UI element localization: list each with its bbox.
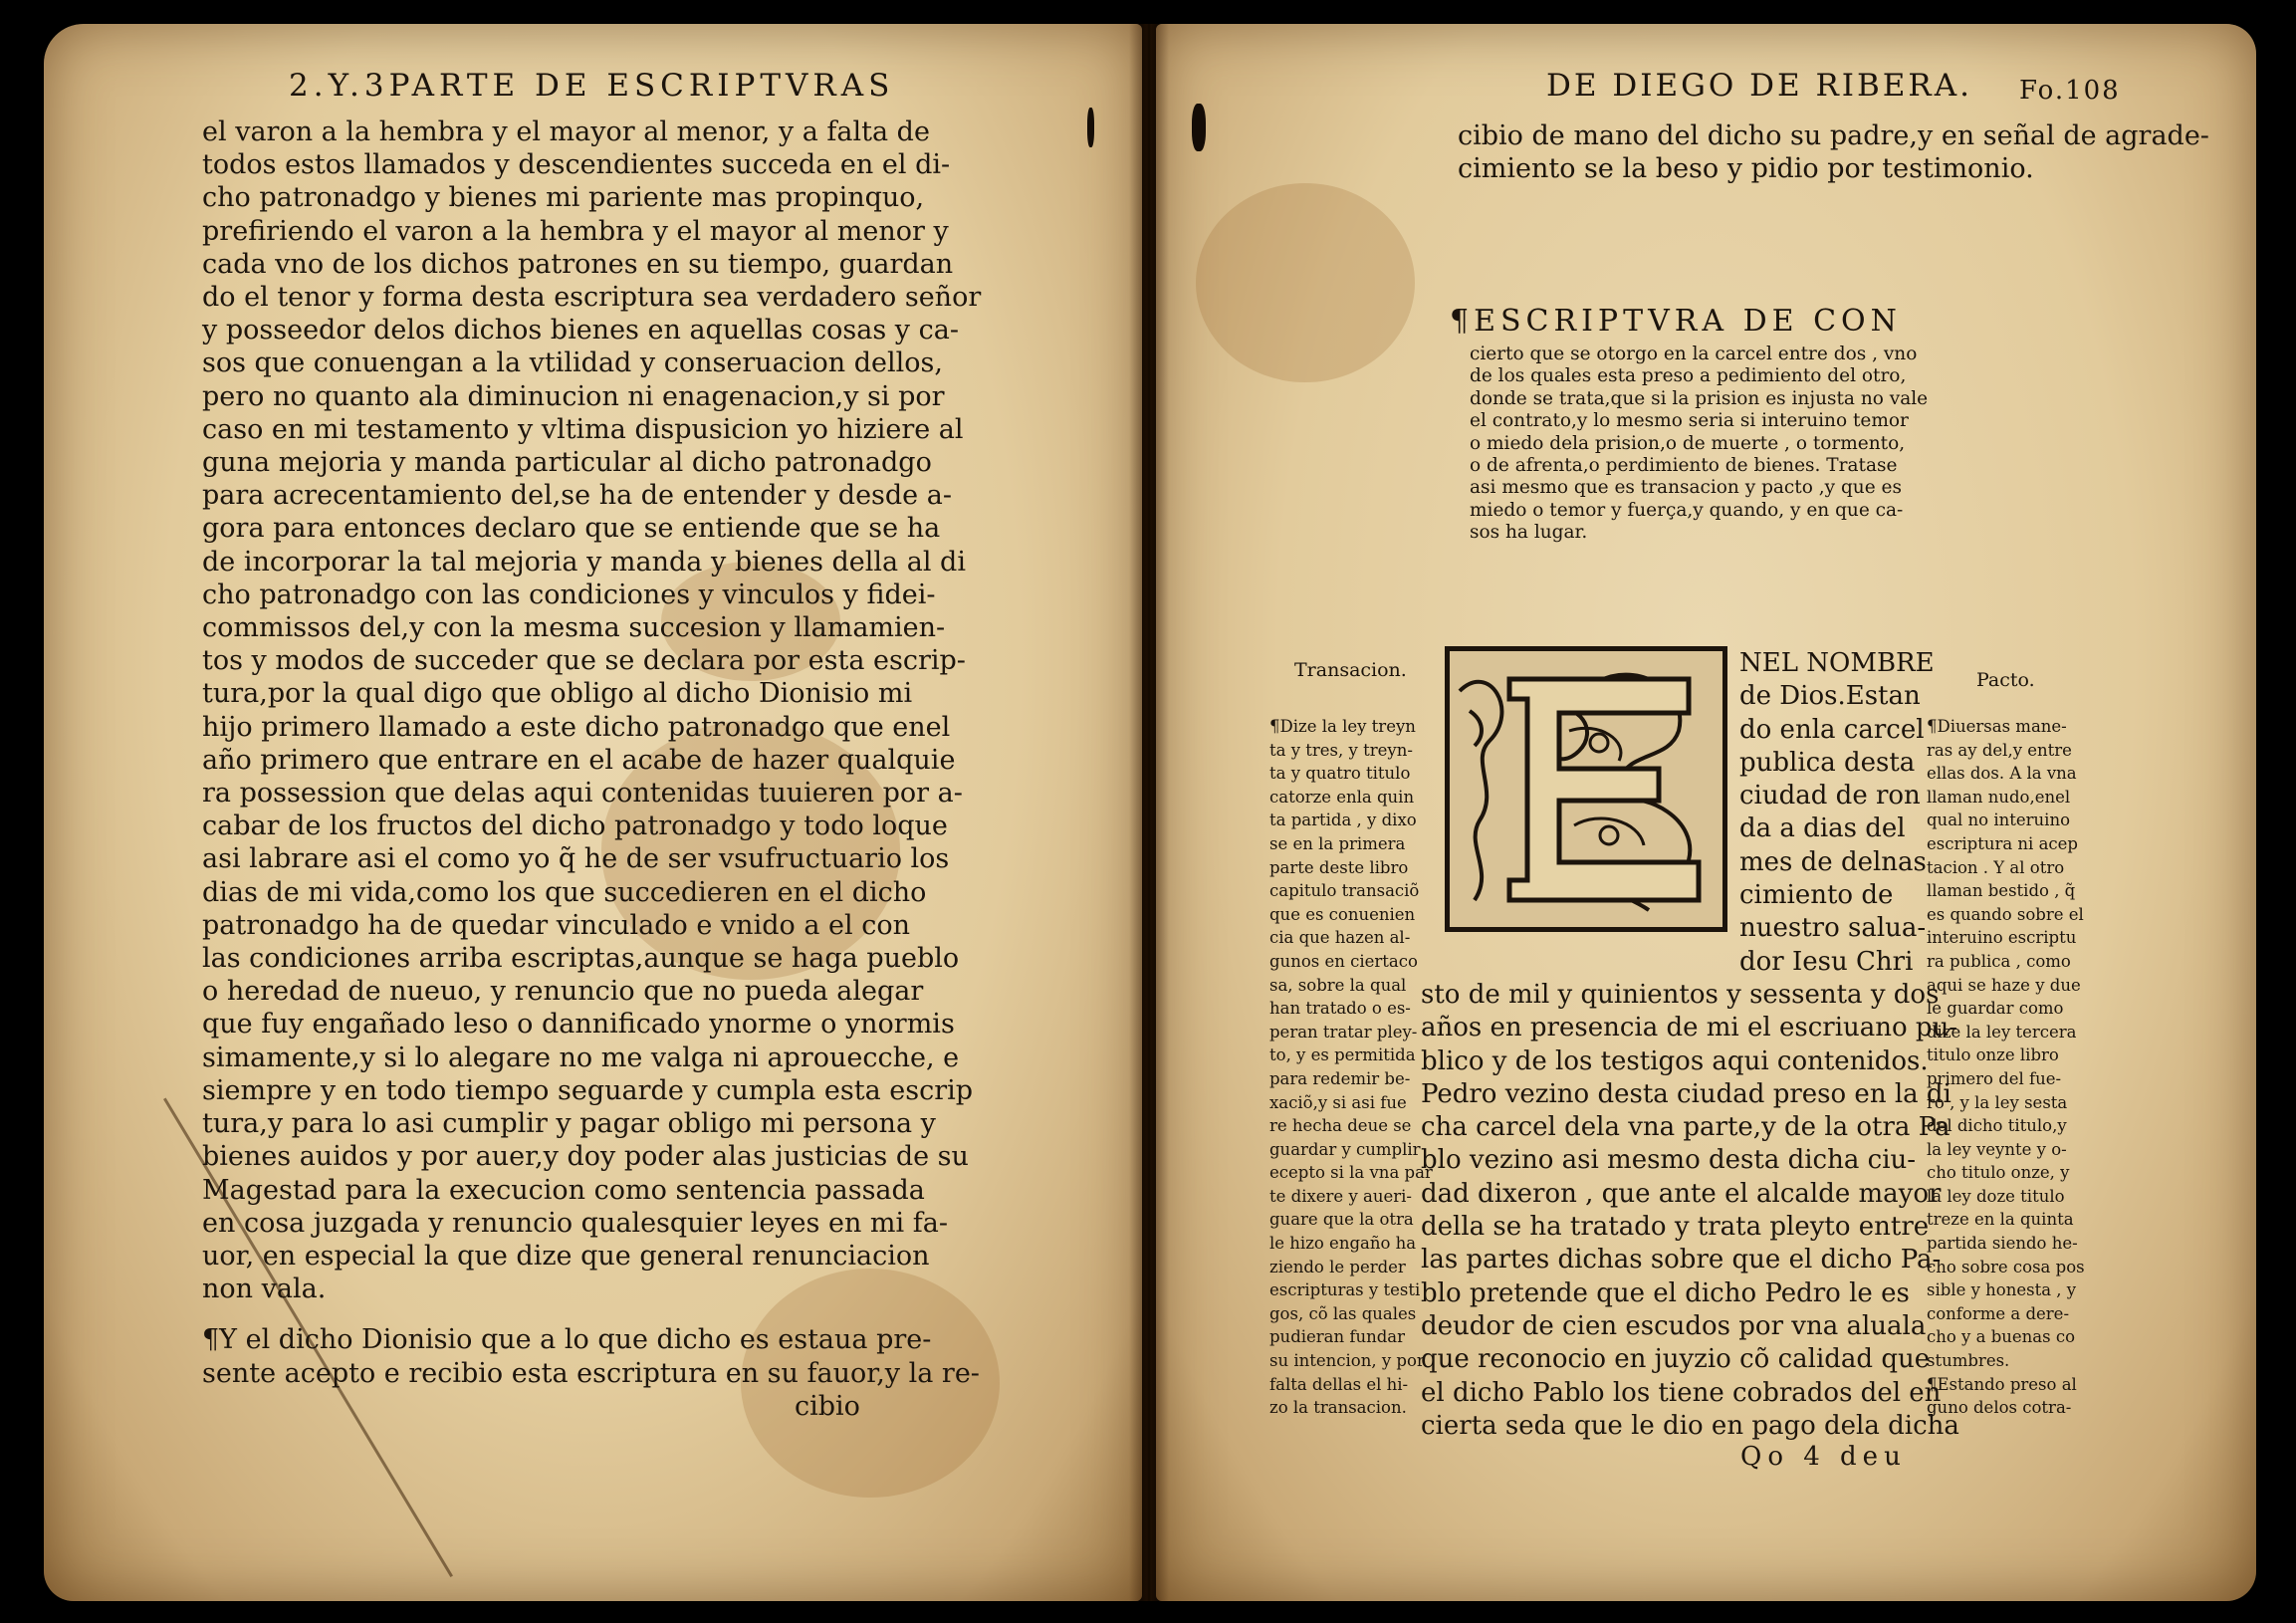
ink-blot — [1192, 104, 1206, 151]
text-line: da a dias del — [1739, 813, 1906, 844]
margin-line: ras ay del,y entre — [1927, 740, 2072, 760]
margin-line: capitulo transaciõ — [1269, 881, 1420, 901]
text-line: ¶Y el dicho Dionisio que a lo que dicho es estaua pre- — [202, 1324, 932, 1356]
summary-line: miedo o temor y fuerça,y quando, y en que ca- — [1470, 499, 1904, 521]
summary-line: sos ha lugar. — [1470, 522, 1588, 544]
margin-line: titulo onze libro — [1927, 1045, 2059, 1065]
margin-line: primero del fue- — [1927, 1068, 2062, 1088]
text-line: blo vezino asi mesmo desta dicha ciu- — [1421, 1145, 1917, 1176]
text-line: el varon a la hembra y el mayor al menor, y a falta de — [202, 116, 930, 147]
margin-line: ziendo le perder — [1269, 1257, 1406, 1276]
text-line: publica desta — [1739, 747, 1916, 778]
text-line: años en presencia de mi el escriuano pu- — [1421, 1013, 1958, 1043]
ink-blot — [1087, 108, 1094, 147]
text-line: cabar de los fructos del dicho patronadgo y todo loque — [202, 811, 948, 842]
margin-line: treze en la quinta — [1927, 1210, 2074, 1230]
text-line: las condiciones arriba escriptas,aunque se haga pueblo — [202, 943, 960, 975]
margin-line: escripturas y testi — [1269, 1280, 1421, 1300]
text-line: tura,y para lo asi cumplir y pagar obligo mi persona y — [202, 1108, 936, 1140]
text-line: Magestad para la execucion como sentencia passada — [202, 1174, 925, 1206]
margin-line: ¶Diuersas mane- — [1927, 717, 2067, 736]
margin-line: tacion . Y al otro — [1927, 857, 2065, 877]
text-line: dias de mi vida,como los que succedieren en el dicho — [202, 876, 927, 908]
margin-line: cho y a buenas co — [1927, 1327, 2075, 1347]
margin-line: guare que la otra — [1269, 1210, 1414, 1230]
paragraph-gap — [202, 1305, 867, 1323]
margin-heading-transacion: Transacion. — [1294, 659, 1407, 681]
text-line: de incorporar la tal mejoria y manda y bienes della al di — [202, 546, 966, 578]
margin-line: to, y es permitida — [1269, 1045, 1416, 1065]
summary-line: donde se trata,que si la prision es injusta no vale — [1470, 387, 1929, 409]
text-line: mes de delnas — [1739, 846, 1927, 877]
margin-note-right — [1927, 715, 2085, 1420]
margin-line: re hecha deue se — [1269, 1116, 1412, 1136]
text-line: caso en mi testamento y vltima dispusicion yo hiziere al — [202, 413, 964, 445]
folio-number: Fo.108 — [2019, 76, 2121, 106]
left-body-text — [202, 116, 982, 1423]
summary-line: cierto que se otorgo en la carcel entre dos , vno — [1470, 344, 1918, 364]
margin-line: interuino escriptu — [1927, 928, 2077, 948]
margin-line: partida siendo he- — [1927, 1234, 2078, 1254]
text-line: gora para entonces declaro que se entiende que se ha — [202, 513, 941, 545]
margin-line: es quando sobre el — [1927, 904, 2084, 924]
margin-line: stumbres. — [1927, 1351, 2010, 1371]
text-line: cierta seda que le dio en pago dela dicha — [1421, 1410, 1959, 1441]
summary-line: el contrato,y lo mesmo seria si interuino temor — [1470, 410, 1909, 432]
text-line: cha carcel dela vna parte,y de la otra Pa — [1421, 1112, 1951, 1143]
continuation-text — [1458, 119, 2209, 185]
text-line: ciudad de ron — [1739, 781, 1921, 812]
text-line: nuestro salua- — [1739, 913, 1927, 944]
text-line: sto de mil y quinientos y sessenta y dos — [1421, 979, 1940, 1010]
left-running-head: 2.Y.3PARTE DE ESCRIPTVRAS — [289, 68, 895, 104]
text-line: cibio de mano del dicho su padre,y en señal de agrade- — [1458, 120, 2209, 151]
catchword: Qo 4 deu — [1740, 1442, 1907, 1472]
text-line: della se ha tratado y trata pleyto entre — [1421, 1212, 1930, 1243]
section-title: ¶ESCRIPTVRA DE CON — [1450, 304, 1902, 339]
text-line: uor, en especial la que dize que general renunciacion — [202, 1240, 930, 1272]
text-line: cimiento se la beso y pidio por testimonio. — [1458, 153, 2034, 184]
book-gutter — [1129, 24, 1169, 1601]
text-line: patronadgo ha de quedar vinculado e vnido a el con — [202, 909, 910, 941]
text-line: todos estos llamados y descendientes succeda en el di- — [202, 149, 951, 181]
margin-line: se en la primera — [1269, 833, 1406, 853]
margin-heading-pacto: Pacto. — [1976, 669, 2035, 691]
text-line: cada vno de los dichos patrones en su tiempo, guardan — [202, 248, 954, 280]
text-line: el dicho Pablo los tiene cobrados del en — [1421, 1377, 1942, 1408]
margin-line: qual no interuino — [1927, 811, 2071, 830]
margin-line: aqui se haze y due — [1927, 975, 2081, 995]
margin-line: ellas dos. A la vna — [1927, 764, 2077, 784]
text-line: Pedro vezino desta ciudad preso en la di — [1421, 1078, 1952, 1109]
text-line: simamente,y si lo alegare no me valga ni aprouecche, e — [202, 1042, 960, 1073]
margin-line: catorze enla quin — [1269, 787, 1415, 807]
margin-line: han tratado o es- — [1269, 999, 1411, 1019]
margin-line: para redemir be- — [1269, 1068, 1411, 1088]
margin-line: guardar y cumplir — [1269, 1139, 1421, 1159]
text-line: tos y modos de succeder que se declara por esta escrip- — [202, 645, 966, 677]
text-line: y posseedor delos dichos bienes en aquellas cosas y ca- — [202, 315, 959, 347]
margin-line: guno delos cotra- — [1927, 1398, 2072, 1418]
margin-line: gos, cõ las quales — [1269, 1303, 1417, 1323]
text-line: ra possession que delas aqui contenidas tuuieren por a- — [202, 778, 963, 810]
margin-line: conforme a dere- — [1927, 1303, 2070, 1323]
text-line: blico y de los testigos aqui contenidos. — [1421, 1045, 1929, 1076]
summary-line: asi mesmo que es transacion y pacto ,y que es — [1470, 477, 1902, 499]
text-line: cimiento de — [1739, 880, 1894, 911]
margin-line: cho sobre cosa pos — [1927, 1257, 2085, 1276]
margin-line: peran tratar pley- — [1269, 1022, 1418, 1042]
margin-line: te dixere y aueri- — [1269, 1186, 1412, 1206]
summary-line: o de afrenta,o perdimiento de bienes. Tratase — [1470, 455, 1898, 477]
margin-line: del dicho titulo,y — [1927, 1116, 2067, 1136]
right-running-head: DE DIEGO DE RIBERA. — [1546, 68, 1973, 104]
water-stain — [1196, 183, 1415, 382]
text-line: para acrecentamiento del,se ha de entender y desde a- — [202, 480, 952, 512]
margin-line: le hizo engaño ha — [1269, 1234, 1417, 1254]
text-line: que fuy engañado leso o dannificado ynorme o ynormis — [202, 1009, 955, 1041]
margin-line: sible y honesta , y — [1927, 1280, 2077, 1300]
margin-line: escriptura ni acep — [1927, 833, 2078, 853]
text-line: non vala. — [202, 1274, 327, 1305]
margin-line: parte deste libro — [1269, 857, 1409, 877]
text-line: asi labrare asi el como yo q̃ he de ser vsufructuario los — [202, 843, 950, 875]
margin-line: zo la transacion. — [1269, 1398, 1407, 1418]
margin-line: le guardar como — [1927, 999, 2064, 1019]
margin-line: dize la ley tercera — [1927, 1022, 2077, 1042]
margin-line: ta y tres, y treyn- — [1269, 740, 1413, 760]
margin-line: la ley veynte y o- — [1927, 1139, 2067, 1159]
margin-line: ta y quatro titulo — [1269, 764, 1411, 784]
summary-line: de los quales esta preso a pedimiento del otro, — [1470, 365, 1907, 387]
text-line: que reconocio en juyzio cõ calidad que — [1421, 1344, 1931, 1375]
text-line: sente acepto e recibio esta escriptura en su fauor,y la re- — [202, 1357, 980, 1389]
margin-line: que es conuenien — [1269, 904, 1416, 924]
text-line: hijo primero llamado a este dicho patronadgo que enel — [202, 711, 951, 743]
margin-note-left — [1269, 715, 1433, 1420]
text-line: cibio — [795, 1390, 860, 1422]
text-line: año primero que entrare en el acabe de hazer qualquie — [202, 744, 956, 776]
margin-line: ecepto si la vna par — [1269, 1163, 1433, 1183]
text-line: bienes auidos y por auer,y doy poder alas justicias de su — [202, 1141, 969, 1173]
margin-line: pudieran fundar — [1269, 1327, 1406, 1347]
text-line: en cosa juzgada y renuncio qualesquier leyes en mi fa- — [202, 1207, 948, 1239]
margin-line: ¶Dize la ley treyn — [1269, 717, 1416, 736]
margin-line: cho titulo onze, y — [1927, 1163, 2070, 1183]
text-line: tura,por la qual digo que obligo al dicho Dionisio mi — [202, 678, 913, 710]
margin-line: sa, sobre la qual — [1269, 975, 1407, 995]
margin-line: gunos en ciertaco — [1269, 951, 1418, 971]
text-line: commissos del,y con la mesma succesion y llamamien- — [202, 612, 946, 644]
text-line: sos que conuengan a la vtilidad y conseruacion dellos, — [202, 348, 943, 379]
margin-line: la ley doze titulo — [1927, 1186, 2065, 1206]
text-line: las partes dichas sobre que el dicho Pa- — [1421, 1245, 1942, 1275]
margin-line: ro , y la ley sesta — [1927, 1092, 2068, 1112]
summary-line: o miedo dela prision,o de muerte , o tormento, — [1470, 432, 1906, 454]
text-line: deudor de cien escudos por vna aluala — [1421, 1310, 1927, 1341]
text-line: dor Iesu Chri — [1739, 946, 1914, 977]
margin-line: ¶Estando preso al — [1927, 1374, 2077, 1394]
text-line: siempre y en todo tiempo seguarde y cumpla esta escrip — [202, 1074, 974, 1106]
margin-line: llaman nudo,enel — [1927, 787, 2071, 807]
text-line: cho patronadgo y bienes mi pariente mas propinquo, — [202, 182, 925, 214]
text-line: guna mejoria y manda particular al dicho patronadgo — [202, 447, 932, 479]
text-line: cho patronadgo con las condiciones y vinculos y fidei- — [202, 579, 936, 610]
text-line: o heredad de nueuo, y renuncio que no pueda alegar — [202, 976, 924, 1008]
margin-line: xaciõ,y si asi fue — [1269, 1092, 1407, 1112]
text-line: NEL NOMBRE — [1739, 648, 1935, 678]
main-text — [1421, 647, 1959, 1443]
margin-line: ra publica , como — [1927, 951, 2071, 971]
text-line: pero no quanto ala diminucion ni enagenacion,y si por — [202, 380, 945, 412]
text-line: prefiriendo el varon a la hembra y el mayor al menor y — [202, 215, 949, 247]
margin-line: ta partida , y dixo — [1269, 811, 1417, 830]
section-summary — [1470, 344, 1928, 545]
margin-line: llaman bestido , q̃ — [1927, 881, 2076, 901]
text-line: do el tenor y forma desta escriptura sea verdadero señor — [202, 282, 982, 314]
text-line: de Dios.Estan — [1739, 681, 1921, 712]
text-line: blo pretende que el dicho Pedro le es — [1421, 1277, 1910, 1308]
margin-line: falta dellas el hi- — [1269, 1374, 1409, 1394]
text-line: dad dixeron , que ante el alcalde mayor — [1421, 1178, 1942, 1209]
margin-line: cia que hazen al- — [1269, 928, 1411, 948]
text-line: do enla carcel — [1739, 714, 1925, 745]
margin-line: su intencion, y por — [1269, 1351, 1425, 1371]
